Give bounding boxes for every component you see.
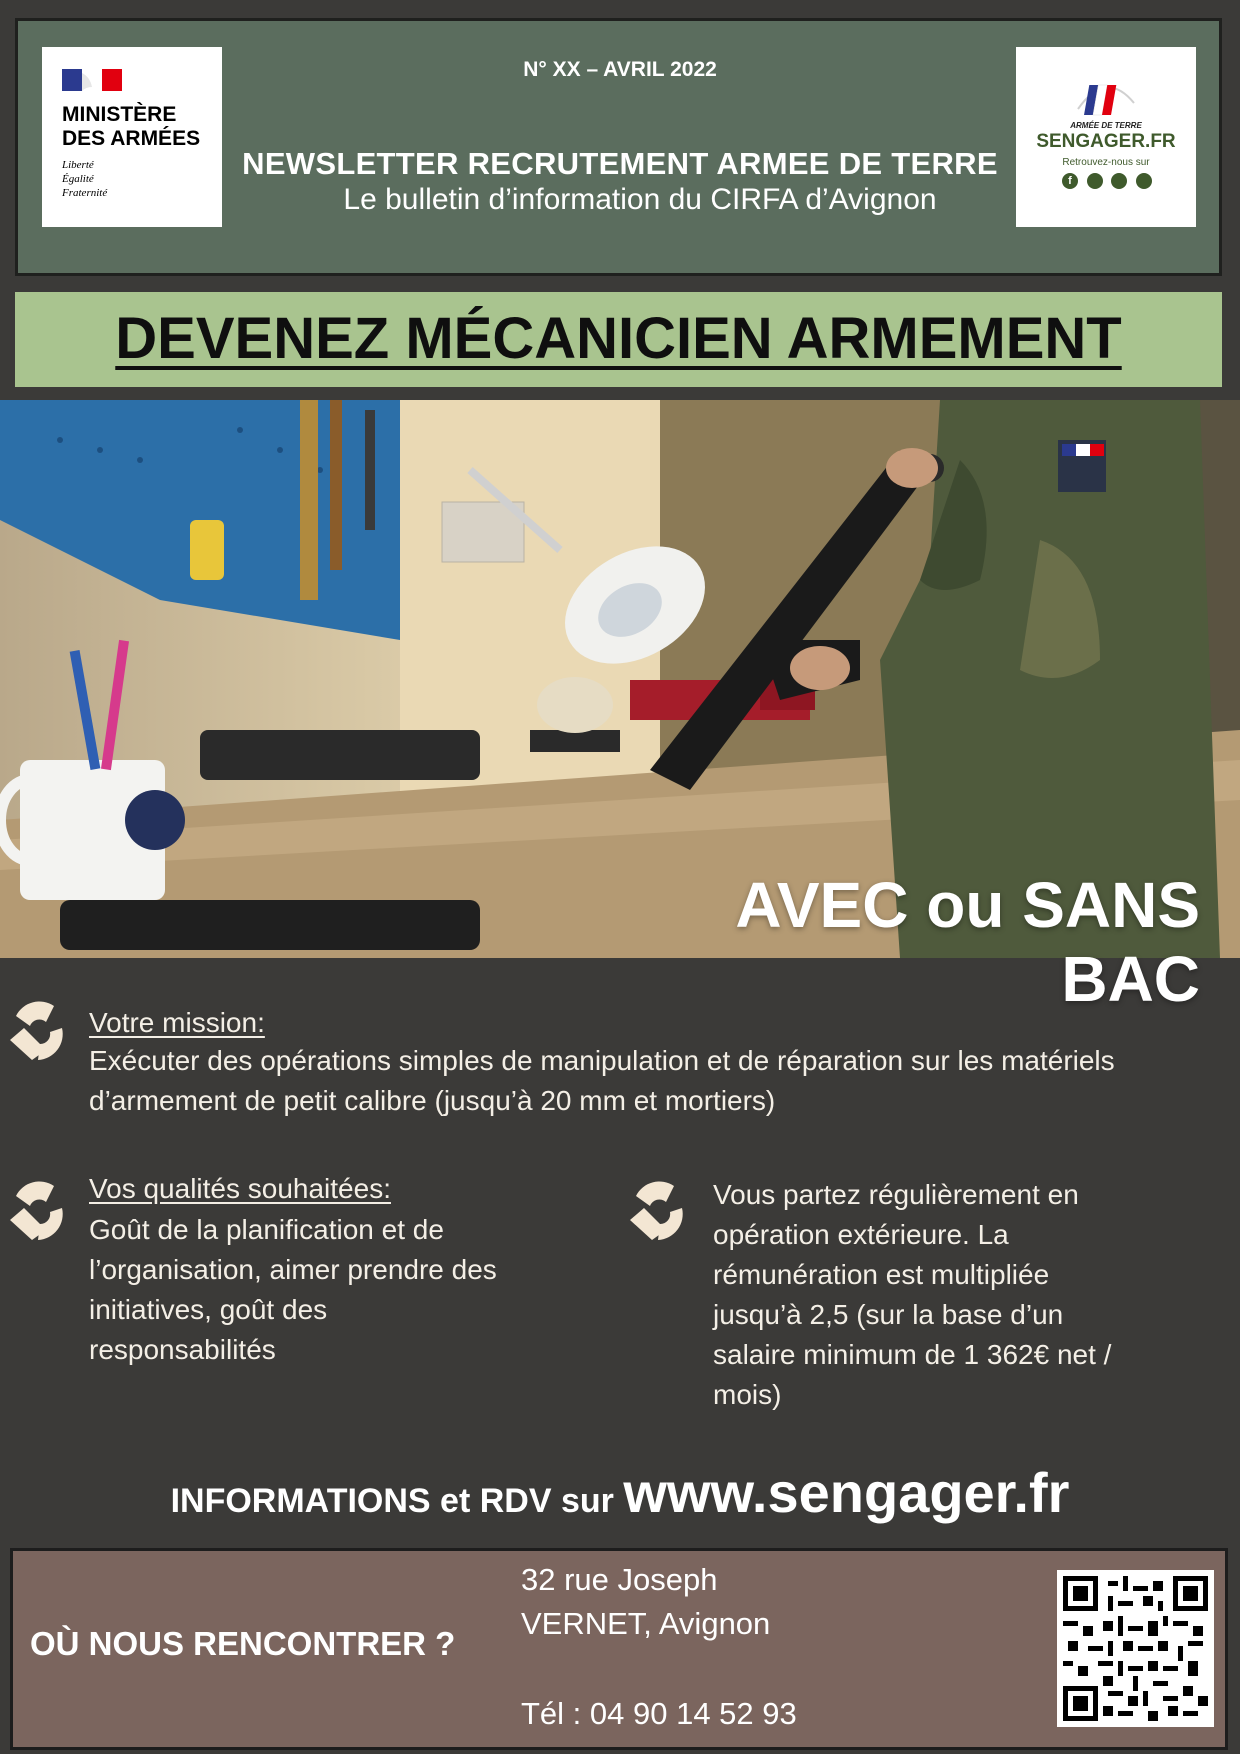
issue-number: N° XX – AVRIL 2022 (523, 58, 717, 81)
address-line1: 32 rue Joseph (521, 1562, 718, 1597)
twitter-icon[interactable] (1087, 173, 1103, 189)
motto-liberte: Liberté (62, 159, 94, 171)
photo-overlay-text: AVEC ou SANS BAC (735, 869, 1200, 1015)
sengager-follow: Retrouvez-nous sur (1062, 157, 1150, 168)
snapchat-icon[interactable] (1136, 173, 1152, 189)
call-to-action (0, 1460, 1240, 1525)
ministere-line2: DES ARMÉES (62, 127, 201, 150)
newsletter-title: NEWSLETTER RECRUTEMENT ARMEE DE TERRE (242, 146, 998, 181)
banner-title: DEVENEZ MÉCANICIEN ARMEMENT (115, 306, 1122, 371)
phone-number: Tél : 04 90 14 52 93 (521, 1696, 797, 1731)
qr-code-icon (1063, 1576, 1208, 1721)
qualities-title: Vos qualités souhaitées: (89, 1173, 391, 1204)
sengager-tagline: ARMÉE DE TERRE (1070, 121, 1142, 130)
spanner-icon (2, 998, 72, 1068)
footer-question: OÙ NOUS RENCONTRER ? (30, 1625, 456, 1662)
motto-fraternite: Fraternité (62, 187, 108, 199)
social-icons (1062, 173, 1152, 189)
facebook-icon[interactable]: f (1062, 173, 1078, 189)
mission-title: Votre mission: (89, 1007, 265, 1038)
newsletter-subtitle: Le bulletin d’information du CIRFA d’Avignon (343, 183, 937, 216)
sengager-logo[interactable] (1016, 47, 1196, 227)
motto-egalite: Égalité (62, 173, 94, 185)
spanner-icon (622, 1178, 692, 1248)
sengager-brand: SENGAGER.FR (1036, 131, 1176, 152)
mission-text: Exécuter des opérations simples de manipulation et de réparation sur les matériels d’armement de petit calibre (jusqu’à 20 mm et mortiers) (89, 1045, 1115, 1116)
address-line2: VERNET, Avignon (521, 1606, 771, 1641)
operations-text: Vous partez régulièrement en opération extérieure. La rémunération est multipliée jusqu’à 2,5 (sur la base d’un salaire minimum de 1 362€ net / mois) (713, 1179, 1112, 1410)
cta-prefix: INFORMATIONS et RDV sur (170, 1482, 624, 1520)
cta-url-link[interactable]: www.sengager.fr (623, 1461, 1070, 1524)
instagram-icon[interactable] (1111, 173, 1127, 189)
ministere-line1: MINISTÈRE (62, 103, 177, 126)
qr-code[interactable] (1057, 1570, 1214, 1727)
spanner-icon (2, 1178, 72, 1248)
qualities-text: Goût de la planification et de l’organisation, aimer prendre des initiatives, goût des responsabilités (89, 1214, 497, 1365)
ministere-armees-logo (42, 47, 222, 227)
